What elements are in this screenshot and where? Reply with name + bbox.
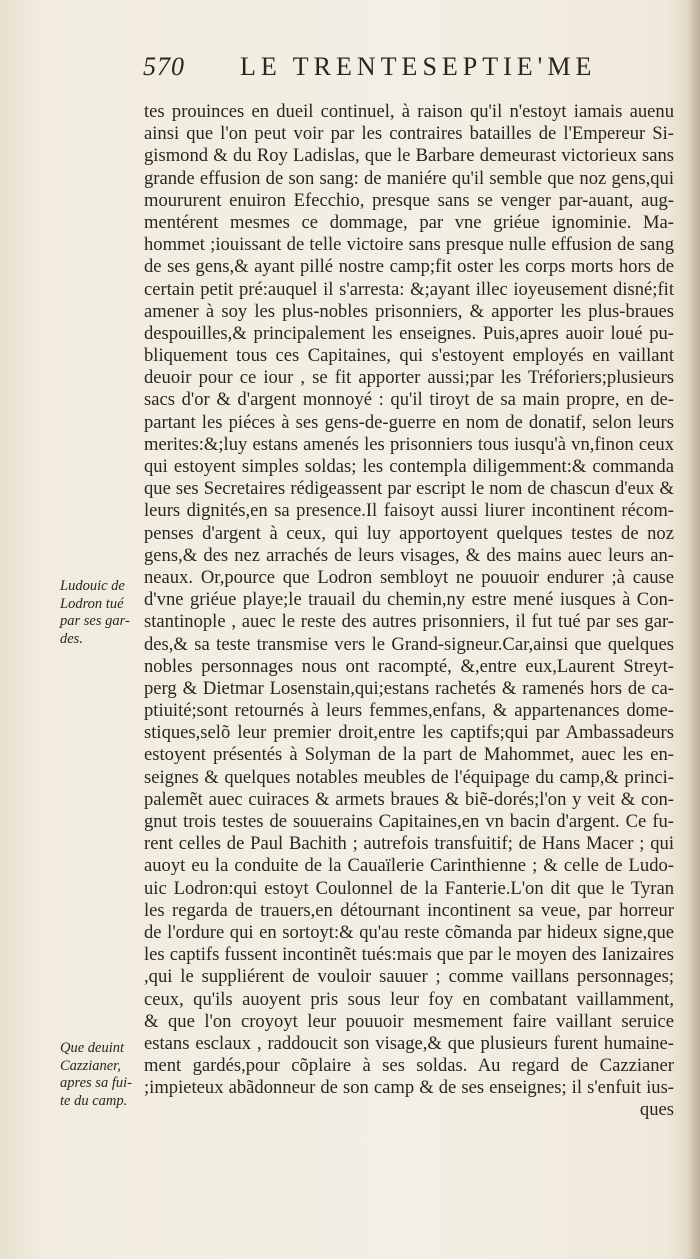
margin-note-line: Cazzianer, (60, 1057, 121, 1074)
text-line: ;impieteux abãdonneur de son camp & de ses enseignes; il s'enfuit ius- (144, 1077, 674, 1099)
text-line: uic Lodron:qui estoyt Coulonnel de la Fanterie.L'on dit que le Tyran (144, 877, 674, 899)
text-line: de ses gens,& ayant pillé nostre camp;fit oster les corps morts hors de (144, 256, 674, 278)
text-line: les captifs fussent incontinẽt tués:mais que par le moyen des Ianizaires (144, 944, 674, 966)
text-line: merites:&;luy estans amenés les prisonniers tous iusqu'à vn,finon ceux (144, 433, 674, 455)
margin-note-line: Que deuint (60, 1040, 125, 1056)
text-line: stantinople , auec le reste des autres prisonniers, il fut tué par ses gar- (144, 611, 674, 633)
text-line: mentérent mesmes ce dommage, par vne griéue ignominie. Ma- (144, 211, 674, 233)
text-line: penses d'argent à ceux, qui luy apportoyent quelques testes de noz (144, 522, 674, 544)
text-line: d'vne griéue playe;le trauail du chemin,ny estre mené iusques à Con- (144, 589, 674, 611)
text-line: gnut trois testes de souuerains Capitaines,en vn bacin d'argent. Ce fu- (144, 811, 674, 832)
main-text (144, 101, 674, 1122)
text-line: gens,& des nez arrachés de leurs visages, & des mains auec leurs an- (144, 544, 674, 566)
text-line: ainsi que l'on peut voir par les contraires batailles de l'Empereur Si- (144, 123, 674, 145)
text-line: nobles personnages nous ont racompté, &,entre eux,Laurent Streyt- (144, 655, 674, 677)
text-line: ceux, qu'ils auoyent pris sous leur foy en combatant vaillamment, (144, 988, 674, 1010)
text-line: ptiuité;sont retournés à leurs femmes,enfans, & appartenances dome- (144, 700, 674, 722)
margin-note-cazzianer (60, 1040, 140, 1110)
text-line: gismond & du Roy Ladislas, que le Barbare demeurast victorieux sans (144, 145, 674, 167)
text-line: hommet ;iouissant de telle victoire sans presque nulle effusion de sang (144, 234, 674, 256)
text-line: seignes & quelques notables meubles de l'équipage du camp,& princi- (144, 766, 674, 788)
text-line: despouilles,& principalement les enseignes. Puis,apres auoir loué pu- (144, 322, 674, 344)
text-line: qui estoyent simples soldas; les contempla diligemment:& commanda (144, 456, 674, 477)
text-line: deuoir pour ce iour , se fit apporter aussi;par les Tréforiers;plusieurs (144, 367, 674, 389)
text-line: amener à soy les plus-nobles prisonniers, & apporter les plus-braues (144, 300, 674, 322)
margin-note-lodron (60, 578, 140, 648)
margin-note-line: apres sa fui- (60, 1075, 132, 1091)
text-line: bliquement tous ces Capitaines, qui s'estoyent employés en vaillant (144, 345, 674, 367)
text-line: estans esclaux , raddoucit son visage,& que plusieurs furent humaine- (144, 1032, 674, 1054)
margin-note-line: par ses gar- (60, 613, 130, 629)
text-line: ,qui le suppliérent de vouloir sauuer ; comme vaillans personnages; (144, 966, 674, 988)
text-line: sacs d'or & d'argent monnoyé : qu'il tiroyt de sa main propre, en de- (144, 389, 674, 411)
text-line: tes prouinces en dueil continuel, à raison qu'il n'estoyt iamais auenu (144, 101, 674, 122)
margin-note-line: Ludouic de (60, 578, 125, 594)
running-head: LE TRENTESEPTIE'ME (240, 52, 597, 81)
text-line: ment gardés,pour cõplaire à ses soldas. Au regard de Cazzianer (144, 1055, 674, 1077)
margin-note-line: te du camp. (60, 1092, 128, 1109)
catchword: ques (639, 1099, 674, 1121)
text-line: leurs dignités,en sa presence.Il faisoyt aussi liurer incontinent récom- (144, 500, 674, 522)
text-line: & que l'on croyoyt leur pouuoir mesmement faire vaillant seruice (144, 1010, 674, 1032)
text-line: rent celles de Paul Bachith ; autrefois transfuitif; de Hans Macer ; qui (144, 833, 674, 855)
text-line: des,& sa teste transmise vers le Grand-signeur.Car,ainsi que quelques (144, 633, 674, 655)
text-line: perg & Dietmar Losenstain,qui;estans rachetés & ramenés hors de ca- (144, 677, 674, 699)
text-line: les regarda de trauers,en détournant incontinent sa veue, par horreur (144, 899, 674, 921)
page-edge-shadow (686, 0, 700, 1259)
text-line: auoyt eu la conduite de la Cauaïlerie Carinthienne ; & celle de Ludo- (144, 855, 674, 877)
text-line: de l'ordure qui en sortoyt:& qu'au reste cõmanda par hideux signe,que (144, 921, 674, 943)
text-line: partant les piéces à ses gens-de-guerre en nom de donatif, selon leurs (144, 411, 674, 433)
text-line: stiques,selõ leur premier droit,entre les captifs;qui par Ambassadeurs (144, 722, 674, 744)
text-line: estoyent présentés à Solyman de la part de Mahommet, auec les en- (144, 744, 674, 766)
margin-note-line: des. (60, 630, 83, 647)
page-number: 570 (143, 52, 185, 81)
text-line: neaux. Or,pource que Lodron sembloyt ne pouuoir endurer ;à cause (144, 566, 674, 588)
text-line: moururent enuiron Efecchio, presque sans se venger par-auant, aug- (144, 189, 674, 211)
text-line: que ses Secretaires rédigeassent par escript le nom de chascun d'eux & (144, 478, 674, 500)
text-line: certain petit pré:auquel il s'arresta: &;ayant illec ioyeusement disné;fit (144, 278, 674, 300)
text-line: palemẽt auec cuiraces & armets braues & biẽ-dorés;l'on y veit & con- (144, 788, 674, 810)
margin-note-line: Lodron tué (60, 595, 124, 612)
page-header (143, 52, 683, 92)
text-line: grande effusion de son sang: de maniére qu'il semble que noz gens,qui (144, 167, 674, 189)
